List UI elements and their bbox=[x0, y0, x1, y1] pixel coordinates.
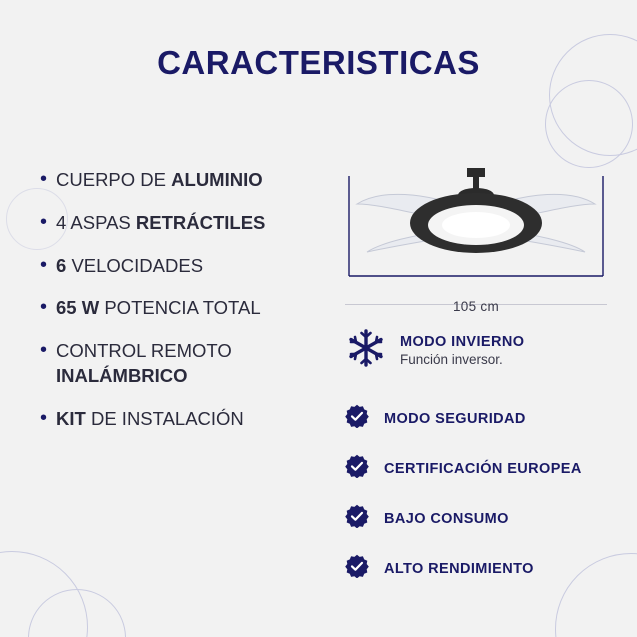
feature-list bbox=[40, 168, 330, 449]
feature-text-bold: 6 bbox=[56, 254, 67, 276]
list-item bbox=[40, 211, 330, 236]
bullet-icon: • bbox=[40, 296, 48, 319]
feature-text-pre: 4 ASPAS bbox=[56, 211, 136, 233]
list-item bbox=[345, 404, 607, 433]
check-badge-icon bbox=[345, 454, 369, 483]
page-title: CARACTERISTICAS bbox=[157, 44, 480, 81]
list-item bbox=[40, 168, 330, 193]
feature-text-bold: 65 W bbox=[56, 297, 100, 319]
list-item bbox=[345, 504, 607, 533]
check-badge-icon bbox=[345, 404, 369, 433]
decorative-circle bbox=[0, 551, 88, 637]
list-item bbox=[40, 296, 330, 321]
decorative-circle bbox=[545, 80, 633, 168]
list-item bbox=[345, 454, 607, 483]
bullet-icon: • bbox=[40, 168, 48, 190]
feature-text-bold: RETRÁCTILES bbox=[135, 211, 266, 233]
feature-text-bold: KIT bbox=[56, 407, 86, 429]
winter-mode-title: MODO INVIERNO bbox=[400, 334, 525, 350]
bullet-icon: • bbox=[40, 253, 48, 276]
check-badge-icon bbox=[345, 504, 369, 533]
bullet-icon: • bbox=[40, 406, 48, 429]
right-column bbox=[345, 160, 607, 604]
feature-text-post: DE INSTALACIÓN bbox=[85, 407, 244, 429]
list-item bbox=[40, 407, 330, 432]
feature-text-pre: CUERPO DE bbox=[56, 169, 172, 190]
winter-mode-subtitle: Función inversor. bbox=[400, 352, 503, 367]
bullet-icon: • bbox=[40, 210, 48, 233]
feature-text-post: VELOCIDADES bbox=[66, 254, 204, 276]
feature-text-post: POTENCIA TOTAL bbox=[99, 297, 261, 319]
winter-mode-block bbox=[345, 327, 607, 374]
bullet-icon: • bbox=[40, 339, 48, 362]
snowflake-icon bbox=[345, 327, 387, 374]
checklist-label: MODO SEGURIDAD bbox=[384, 410, 526, 427]
checklist bbox=[345, 404, 607, 583]
product-image bbox=[345, 160, 607, 314]
list-item bbox=[40, 254, 330, 279]
list-item bbox=[40, 339, 330, 389]
feature-text-bold: ALUMINIO bbox=[171, 169, 263, 190]
feature-text-bold: INALÁMBRICO bbox=[56, 364, 188, 386]
checklist-label: BAJO CONSUMO bbox=[384, 510, 509, 527]
list-item bbox=[345, 554, 607, 583]
check-badge-icon bbox=[345, 554, 369, 583]
feature-text-pre: CONTROL REMOTO bbox=[56, 340, 232, 362]
checklist-label: ALTO RENDIMIENTO bbox=[384, 560, 534, 577]
checklist-label: CERTIFICACIÓN EUROPEA bbox=[384, 460, 582, 477]
dimension-label: 105 cm bbox=[452, 299, 500, 314]
decorative-circle bbox=[28, 589, 126, 637]
